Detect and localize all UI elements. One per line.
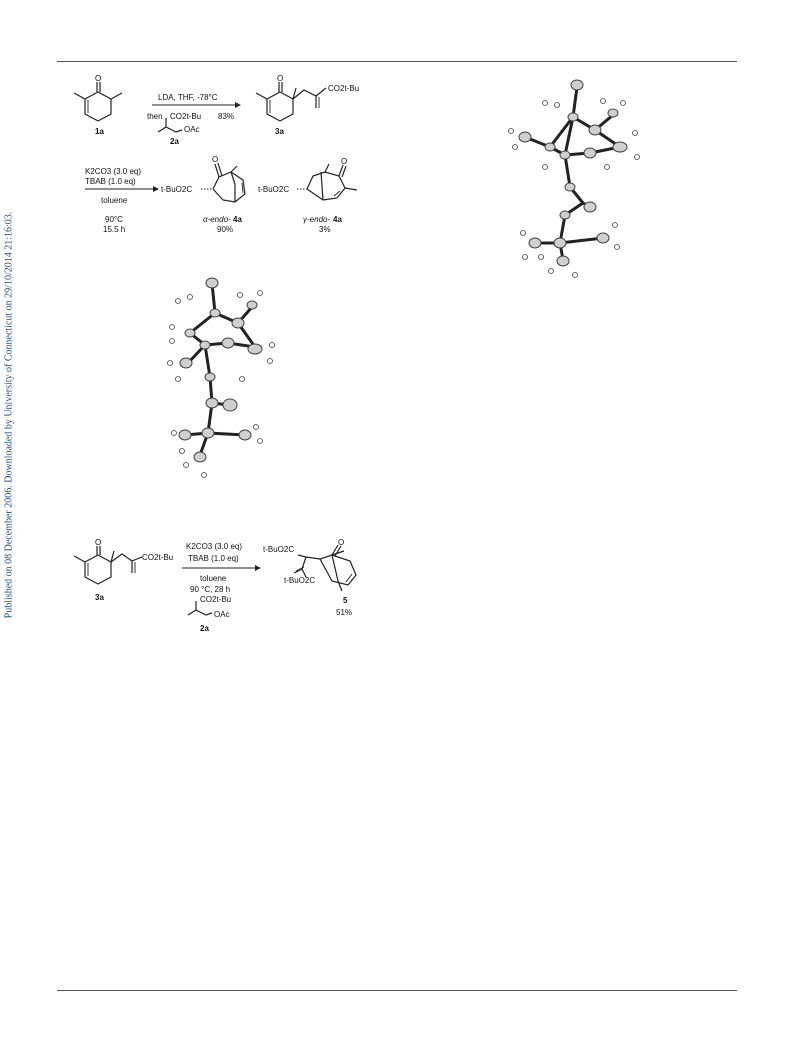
label-3a-start: 3a xyxy=(95,593,104,602)
yield-4a-alpha: 90% xyxy=(217,225,234,234)
compound-3a xyxy=(256,74,326,121)
svg-text:O: O xyxy=(338,538,345,547)
cond-time: 15.5 h xyxy=(103,225,126,234)
compound-3a-start xyxy=(74,538,142,584)
publication-note: Published on 08 December 2006. Downloaded by University of Connecticut on 29/10/2014 21:16:03. xyxy=(3,211,15,619)
svg-text:O: O xyxy=(341,157,348,166)
svg-text:O: O xyxy=(95,538,102,547)
reagent-co2tbu: CO2t-Bu xyxy=(200,595,232,604)
scheme-3 xyxy=(70,537,390,649)
crystal-structure-left xyxy=(160,275,290,480)
compound-1a xyxy=(74,74,122,121)
cond-lda: LDA, THF, -78°C xyxy=(158,93,218,102)
svg-text:O: O xyxy=(277,74,284,83)
yield-5: 51% xyxy=(336,608,353,617)
compound-gamma-endo-4a xyxy=(297,157,357,200)
reagent-oac: OAc xyxy=(214,610,230,619)
sub-3a: CO2t-Bu xyxy=(328,84,360,93)
cond-temp-time: 90 °C, 28 h xyxy=(190,585,231,594)
label-1a: 1a xyxy=(95,127,104,136)
publication-sidebar xyxy=(2,200,16,630)
cond-toluene: toluene xyxy=(101,196,128,205)
cond-temp: 90°C xyxy=(105,215,123,224)
label-2a: 2a xyxy=(200,624,209,633)
label-2a: 2a xyxy=(170,137,179,146)
yield-3a: 83% xyxy=(218,112,235,121)
sub-4a-alpha: t-BuO2C xyxy=(161,185,193,194)
sub-5-bottom: t-BuO2C xyxy=(284,576,316,585)
crystal-structure-right xyxy=(495,75,655,290)
label-4a-alpha: 4a xyxy=(233,215,242,224)
label-3a: 3a xyxy=(275,127,284,136)
footer-rule xyxy=(57,990,737,991)
cond-toluene: toluene xyxy=(200,574,227,583)
svg-text:O: O xyxy=(95,74,102,83)
reagent-co2tbu: CO2t-Bu xyxy=(170,112,202,121)
cond-tbab: TBAB (1.0 eq) xyxy=(85,177,136,186)
svg-text:O: O xyxy=(212,155,219,164)
cond-then: then xyxy=(147,112,163,121)
label-4a-alpha-prefix: α-endo- xyxy=(203,215,231,224)
yield-4a-gamma: 3% xyxy=(319,225,331,234)
header-rule xyxy=(57,61,737,62)
label-5: 5 xyxy=(343,596,348,605)
sub-4a-gamma: t-BuO2C xyxy=(258,185,290,194)
reagent-oac: OAc xyxy=(184,125,200,134)
label-4a-gamma: 4a xyxy=(333,215,342,224)
cond-k2co3: K2CO3 (3.0 eq) xyxy=(85,167,142,176)
sub-3a-start: CO2t-Bu xyxy=(142,553,174,562)
scheme-1 xyxy=(70,72,370,146)
cond-k2co3: K2CO3 (3.0 eq) xyxy=(186,542,243,551)
cond-tbab: TBAB (1.0 eq) xyxy=(188,554,239,563)
compound-alpha-endo-4a xyxy=(201,155,245,202)
sub-5-top: t-BuO2C xyxy=(263,545,295,554)
scheme-2 xyxy=(85,152,385,242)
label-4a-gamma-prefix: γ-endo- xyxy=(303,215,331,224)
